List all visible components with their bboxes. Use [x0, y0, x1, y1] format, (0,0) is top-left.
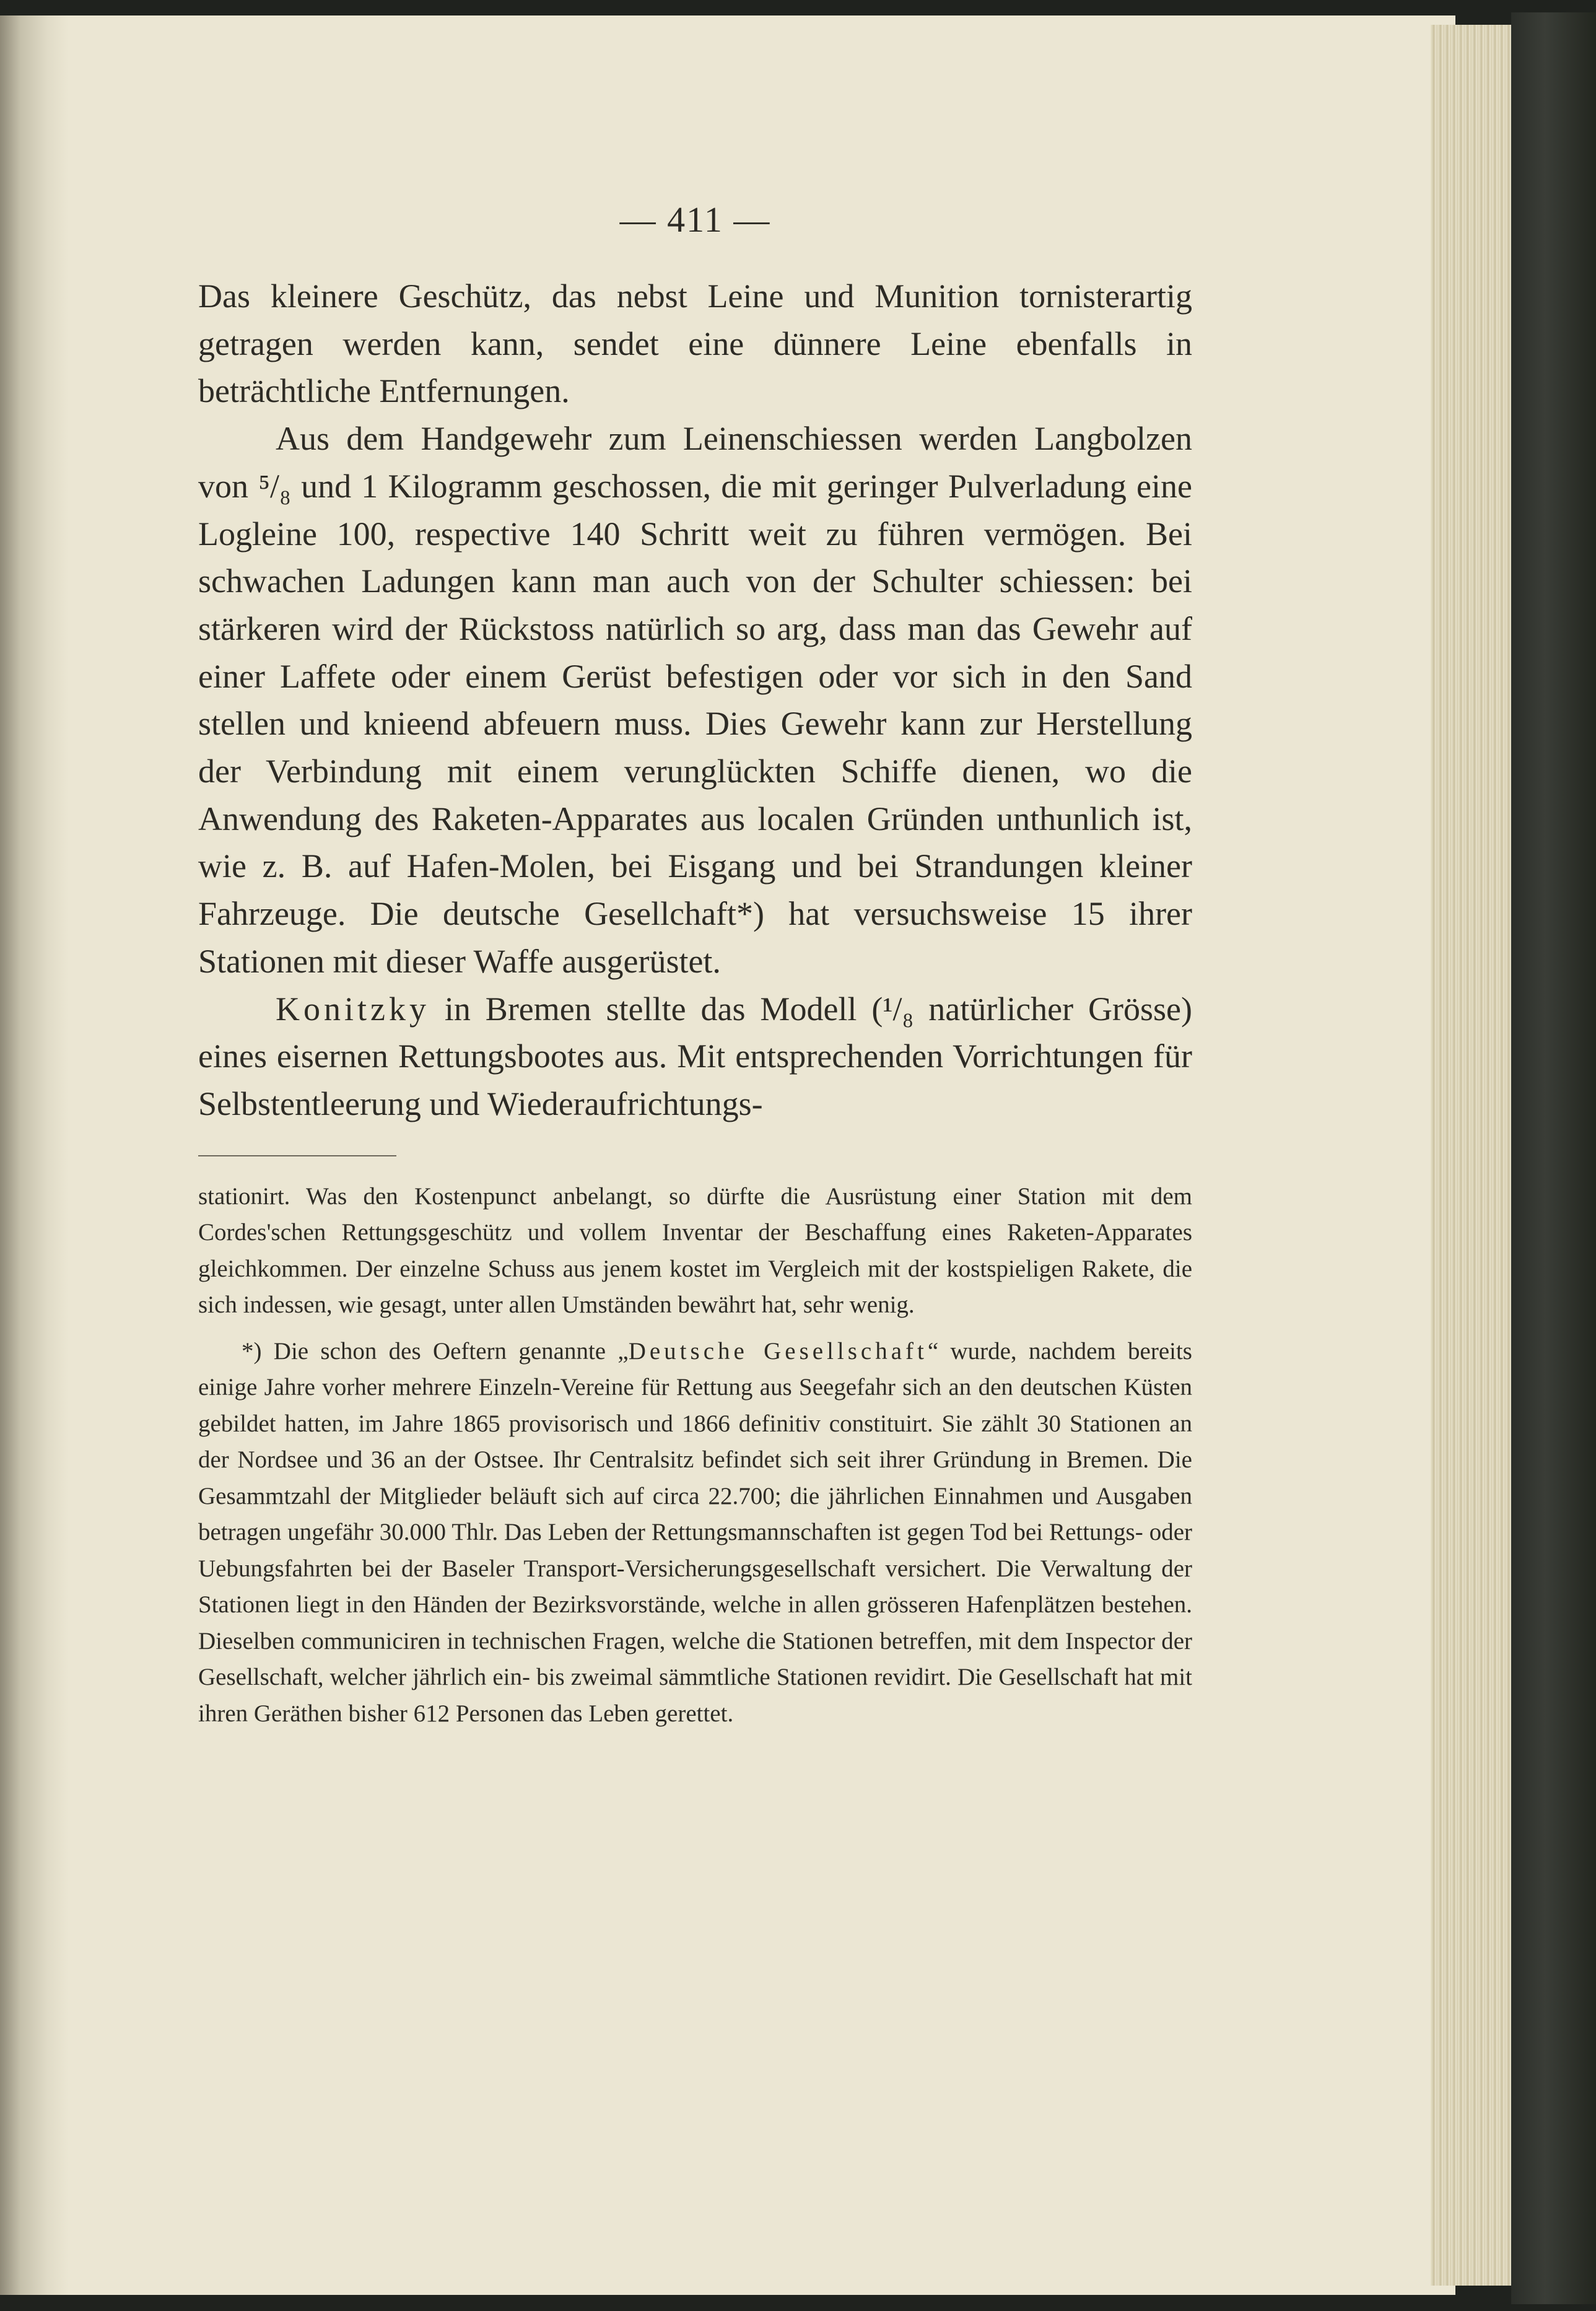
footnote	[198, 1334, 1192, 1732]
paragraph-text: in Bremen stellte das Modell (¹/₈ natürlicher Grösse) eines eisernen Rettungsbootes aus. Mit entsprechenden Vorrichtungen für Selbstentleerung und Wiederaufrichtungs-	[198, 990, 1192, 1122]
page-number: — 411 —	[619, 199, 771, 240]
book-cover-edge	[1511, 12, 1596, 2304]
footnote-text: “ wurde, nachdem bereits einige Jahre vorher mehrere Einzeln-Vereine für Rettung aus Seegefahr sich an den deutschen Küsten gebildet hatten, im Jahre 1865 provisorisch und 1866 definitiv constituirt. Sie zählt 30 Stationen an der Nordsee und 36 an der Ostsee. Ihr Centralsitz befindet sich seit ihrer Gründung in Bremen. Die Gesammtzahl der Mitglieder beläuft sich auf circa 22.700; die jährlichen Einnahmen und Ausgaben betragen ungefähr 30.000 Thlr. Das Leben der Rettungsmannschaften ist gegen Tod bei Rettungs- oder Uebungsfahrten bei der Baseler Transport-Versicherungsgesellschaft versichert. Die Verwaltung der Stationen liegt in den Händen der Bezirksvorstände, welche in allen grösseren Hafenplätzen bestehen. Dieselben communiciren in technischen Fragen, welche die Stationen betreffen, mit dem Inspector der Gesellschaft, welcher jährlich ein- bis zweimal sämmtliche Stationen revidirt. Die Gesellschaft hat mit ihren Geräthen bisher 612 Personen das Leben gerettet.	[198, 1337, 1192, 1727]
page-edges	[1431, 25, 1511, 2286]
footnote-rule	[198, 1155, 396, 1156]
spaced-name: Deutsche Gesellschaft	[628, 1337, 928, 1365]
gutter-shadow	[0, 15, 68, 2295]
footnote-lead: *) Die schon des Oeftern genannte „	[242, 1337, 629, 1365]
body-paragraph: Aus dem Handgewehr zum Leinenschiessen werden Langbolzen von ⁵/₈ und 1 Kilogramm geschossen, die mit geringer Pulverladung eine Logleine 100, respective 140 Schritt weit zu führen vermögen. Bei schwachen Ladungen kann man auch von der Schulter schiessen: bei stärkeren wird der Rückstoss natürlich so arg, dass man das Gewehr auf einer Laffete oder einem Gerüst befestigen oder vor sich in den Sand stellen und knieend abfeuern muss. Dies Gewehr kann zur Herstellung der Verbindung mit einem verunglückten Schiffe dienen, wo die Anwendung des Raketen-Apparates aus localen Gründen unthunlich ist, wie z. B. auf Hafen-Molen, bei Eisgang und bei Strandungen kleiner Fahrzeuge. Die deutsche Gesellchaft*) hat versuchsweise 15 ihrer Stationen mit dieser Waffe ausgerüstet.	[198, 420, 1192, 980]
body-paragraph	[198, 985, 1192, 1128]
spaced-name: Konitzky	[276, 990, 430, 1028]
text-block	[198, 198, 1192, 1732]
footnote-continuation: stationirt. Was den Kostenpunct anbelangt, so dürfte die Ausrüstung einer Station mit dem Cordes'schen Rettungsgeschütz und vollem Inventar der Beschaffung eines Raketen-Apparates gleichkommen. Der einzelne Schuss aus jenem kostet im Vergleich mit der kostspieligen Rakete, die sich indessen, wie gesagt, unter allen Umständen bewährt hat, sehr wenig.	[198, 1182, 1192, 1319]
body-paragraph: Das kleinere Geschütz, das nebst Leine und Munition tornisterartig getragen werden kann, sendet eine dünnere Leine ebenfalls in beträchtliche Entfernungen.	[198, 277, 1192, 410]
